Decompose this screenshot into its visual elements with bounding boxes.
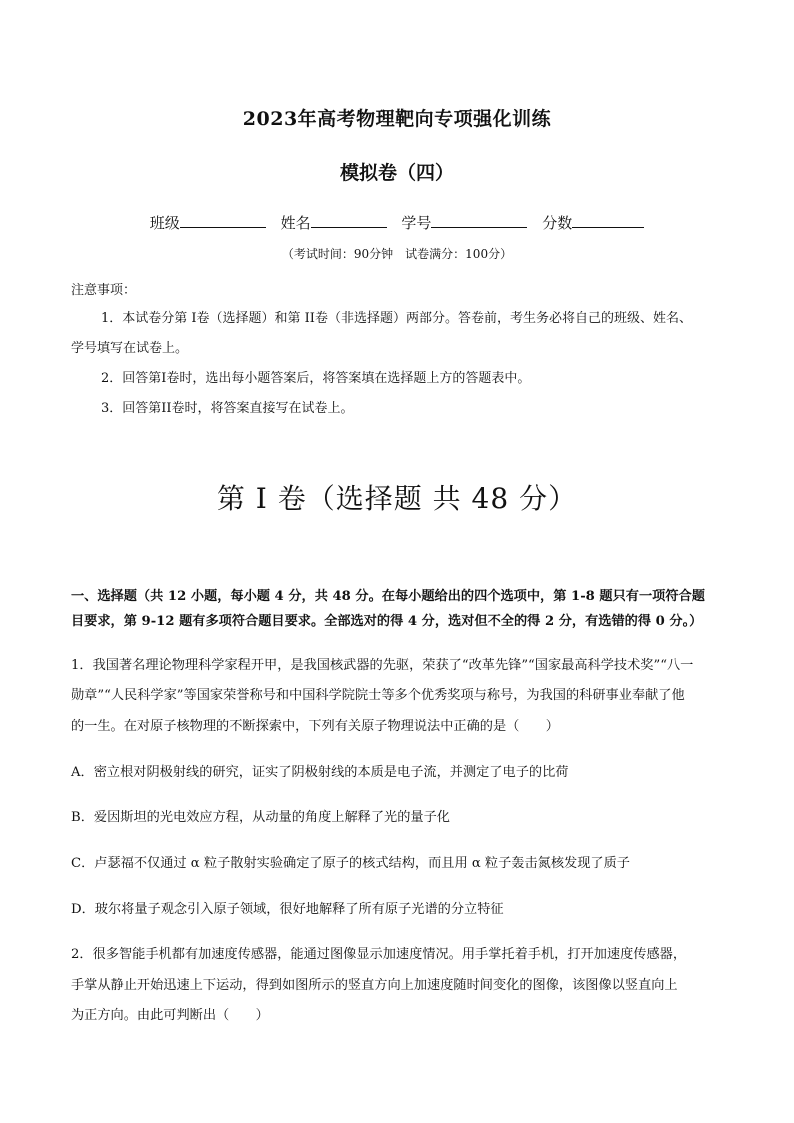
exam-time-info: （考试时间：90分钟 试卷满分：100分） bbox=[281, 247, 513, 261]
question-1-line-1: 1．我国著名理论物理科学家程开甲，是我国核武器的先驱，荣获了“改革先锋”“国家最高科学技术奖”“八一 bbox=[71, 658, 694, 673]
choice-instructions bbox=[71, 584, 725, 634]
question-2-line-1: 2．很多智能手机都有加速度传感器，能通过图像显示加速度情况。用手掌托着手机，打开加速度传感器， bbox=[71, 947, 687, 962]
score-label: 分数 bbox=[542, 214, 573, 232]
question-1-option-d: D．玻尔将量子观念引入原子领域，很好地解释了所有原子光谱的分立特征 bbox=[71, 902, 504, 917]
class-label: 班级 bbox=[149, 214, 180, 232]
student-id-label: 学号 bbox=[401, 214, 432, 232]
question-1-line-2: 勋章”“人民科学家”等国家荣誉称号和中国科学院院士等多个优秀奖项与称号，为我国的科研事业奉献了他 bbox=[71, 688, 685, 703]
exam-subtitle: 模拟卷（四） bbox=[339, 162, 454, 184]
question-1-option-b: B．爱因斯坦的光电效应方程，从动量的角度上解释了光的量子化 bbox=[71, 810, 450, 825]
class-blank[interactable] bbox=[180, 213, 266, 228]
student-id-blank[interactable] bbox=[431, 213, 527, 228]
question-2-line-3: 为正方向。由此可判断出（ ） bbox=[71, 1008, 269, 1023]
question-1-line-3: 的一生。在对原子核物理的不断探索中，下列有关原子物理说法中正确的是（ ） bbox=[71, 719, 559, 734]
name-blank[interactable] bbox=[311, 213, 387, 228]
question-1-option-a: A．密立根对阴极射线的研究，证实了阴极射线的本质是电子流，并测定了电子的比荷 bbox=[71, 765, 569, 780]
student-info-row bbox=[0, 212, 794, 233]
note-item-3: 3．回答第II卷时，将答案直接写在试卷上。 bbox=[101, 401, 354, 416]
name-label: 姓名 bbox=[280, 214, 311, 232]
note-item-1-line-1: 1．本试卷分第 I卷（选择题）和第 II卷（非选择题）两部分。答卷前，考生务必将自己的班级、姓名、 bbox=[101, 311, 692, 326]
instructions-line-1: 一、选择题（共 12 小题，每小题 4 分，共 48 分。在每小题给出的四个选项中，第 1-8 题只有一项符合题 bbox=[71, 589, 705, 604]
section-title: 第 I 卷（选择题 共 48 分） bbox=[216, 482, 578, 515]
question-1-option-c: C．卢瑟福不仅通过 α 粒子散射实验确定了原子的核式结构，而且用 α 粒子轰击氮核发现了质子 bbox=[71, 856, 630, 871]
score-blank[interactable] bbox=[572, 213, 644, 228]
note-item-2: 2．回答第I卷时，选出每小题答案后，将答案填在选择题上方的答题表中。 bbox=[101, 371, 531, 386]
exam-title: 2023年高考物理靶向专项强化训练 bbox=[242, 108, 552, 130]
note-item-1-line-2: 学号填写在试卷上。 bbox=[71, 341, 189, 356]
notes-title: 注意事项： bbox=[71, 283, 137, 298]
question-2-line-2: 手掌从静止开始迅速上下运动，得到如图所示的竖直方向上加速度随时间变化的图像，该图像以竖直向上 bbox=[71, 978, 678, 993]
instructions-line-2: 目要求，第 9-12 题有多项符合题目要求。全部选对的得 4 分，选对但不全的得 2 分，有选错的得 0 分。） bbox=[71, 614, 703, 629]
